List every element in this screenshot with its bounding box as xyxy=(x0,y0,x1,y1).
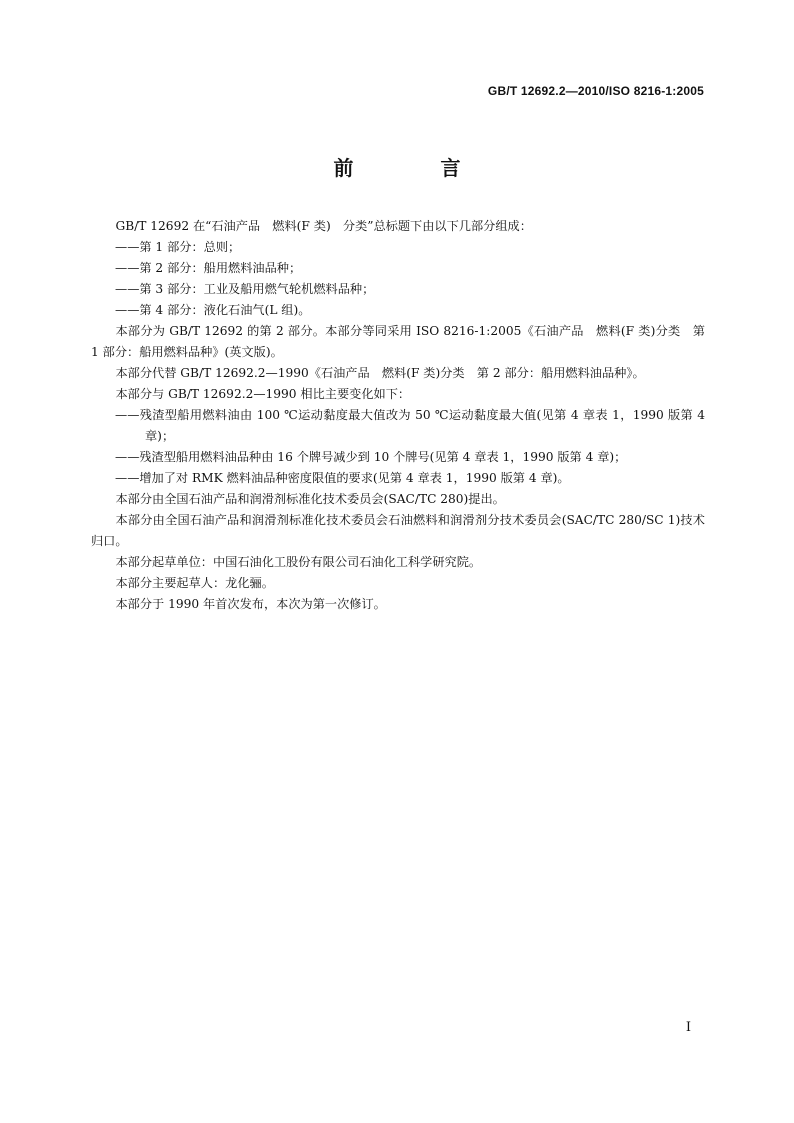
paragraph-drafting-unit: 本部分起草单位：中国石油化工股份有限公司石油化工科学研究院。 xyxy=(115,555,482,569)
page-title: 前 言 xyxy=(333,156,501,180)
change-item-2: ——残渣型船用燃料油品种由 16 个牌号减少到 10 个牌号(见第 4 章表 1，1990 版第 4 章)； xyxy=(115,450,627,464)
page-number: I xyxy=(685,1020,691,1035)
paragraph-changes-intro: 本部分与 GB/T 12692.2—1990 相比主要变化如下： xyxy=(115,387,411,401)
paragraph-administered-by: 本部分由全国石油产品和润滑剂标准化技术委员会石油燃料和润滑剂分技术委员会(SAC/TC 280/SC 1)技术归口。 xyxy=(91,513,705,548)
paragraph-drafters: 本部分主要起草人：龙化骊。 xyxy=(115,576,274,590)
part-list-item-2: ——第 2 部分：船用燃料油品种； xyxy=(115,261,302,275)
standard-number-header: GB/T 12692.2—2010/ISO 8216-1:2005 xyxy=(487,84,704,98)
paragraph-proposed-by: 本部分由全国石油产品和润滑剂标准化技术委员会(SAC/TC 280)提出。 xyxy=(115,492,505,506)
foreword-body xyxy=(91,216,705,615)
paragraph-replaces: 本部分代替 GB/T 12692.2—1990《石油产品 燃料(F 类)分类 第 2 部分：船用燃料油品种》。 xyxy=(115,366,645,380)
part-list-item-1: ——第 1 部分：总则； xyxy=(115,240,241,254)
paragraph-adoption: 本部分为 GB/T 12692 的第 2 部分。本部分等同采用 ISO 8216-1:2005《石油产品 燃料(F 类)分类 第 1 部分：船用燃料品种》(英文版)。 xyxy=(91,324,705,359)
change-item-3: ——增加了对 RMK 燃料油品种密度限值的要求(见第 4 章表 1，1990 版第 4 章)。 xyxy=(115,471,570,485)
change-item-1: ——残渣型船用燃料油由 100 ℃运动黏度最大值改为 50 ℃运动黏度最大值(见第 4 章表 1，1990 版第 4 章)； xyxy=(115,408,705,443)
part-list-item-3: ——第 3 部分：工业及船用燃气轮机燃料品种； xyxy=(115,282,375,296)
paragraph-intro: GB/T 12692 在“石油产品 燃料(F 类) 分类”总标题下由以下几部分组成： xyxy=(115,219,532,233)
paragraph-history: 本部分于 1990 年首次发布，本次为第一次修订。 xyxy=(115,597,386,611)
part-list-item-4: ——第 4 部分：液化石油气(L 组)。 xyxy=(115,303,311,317)
